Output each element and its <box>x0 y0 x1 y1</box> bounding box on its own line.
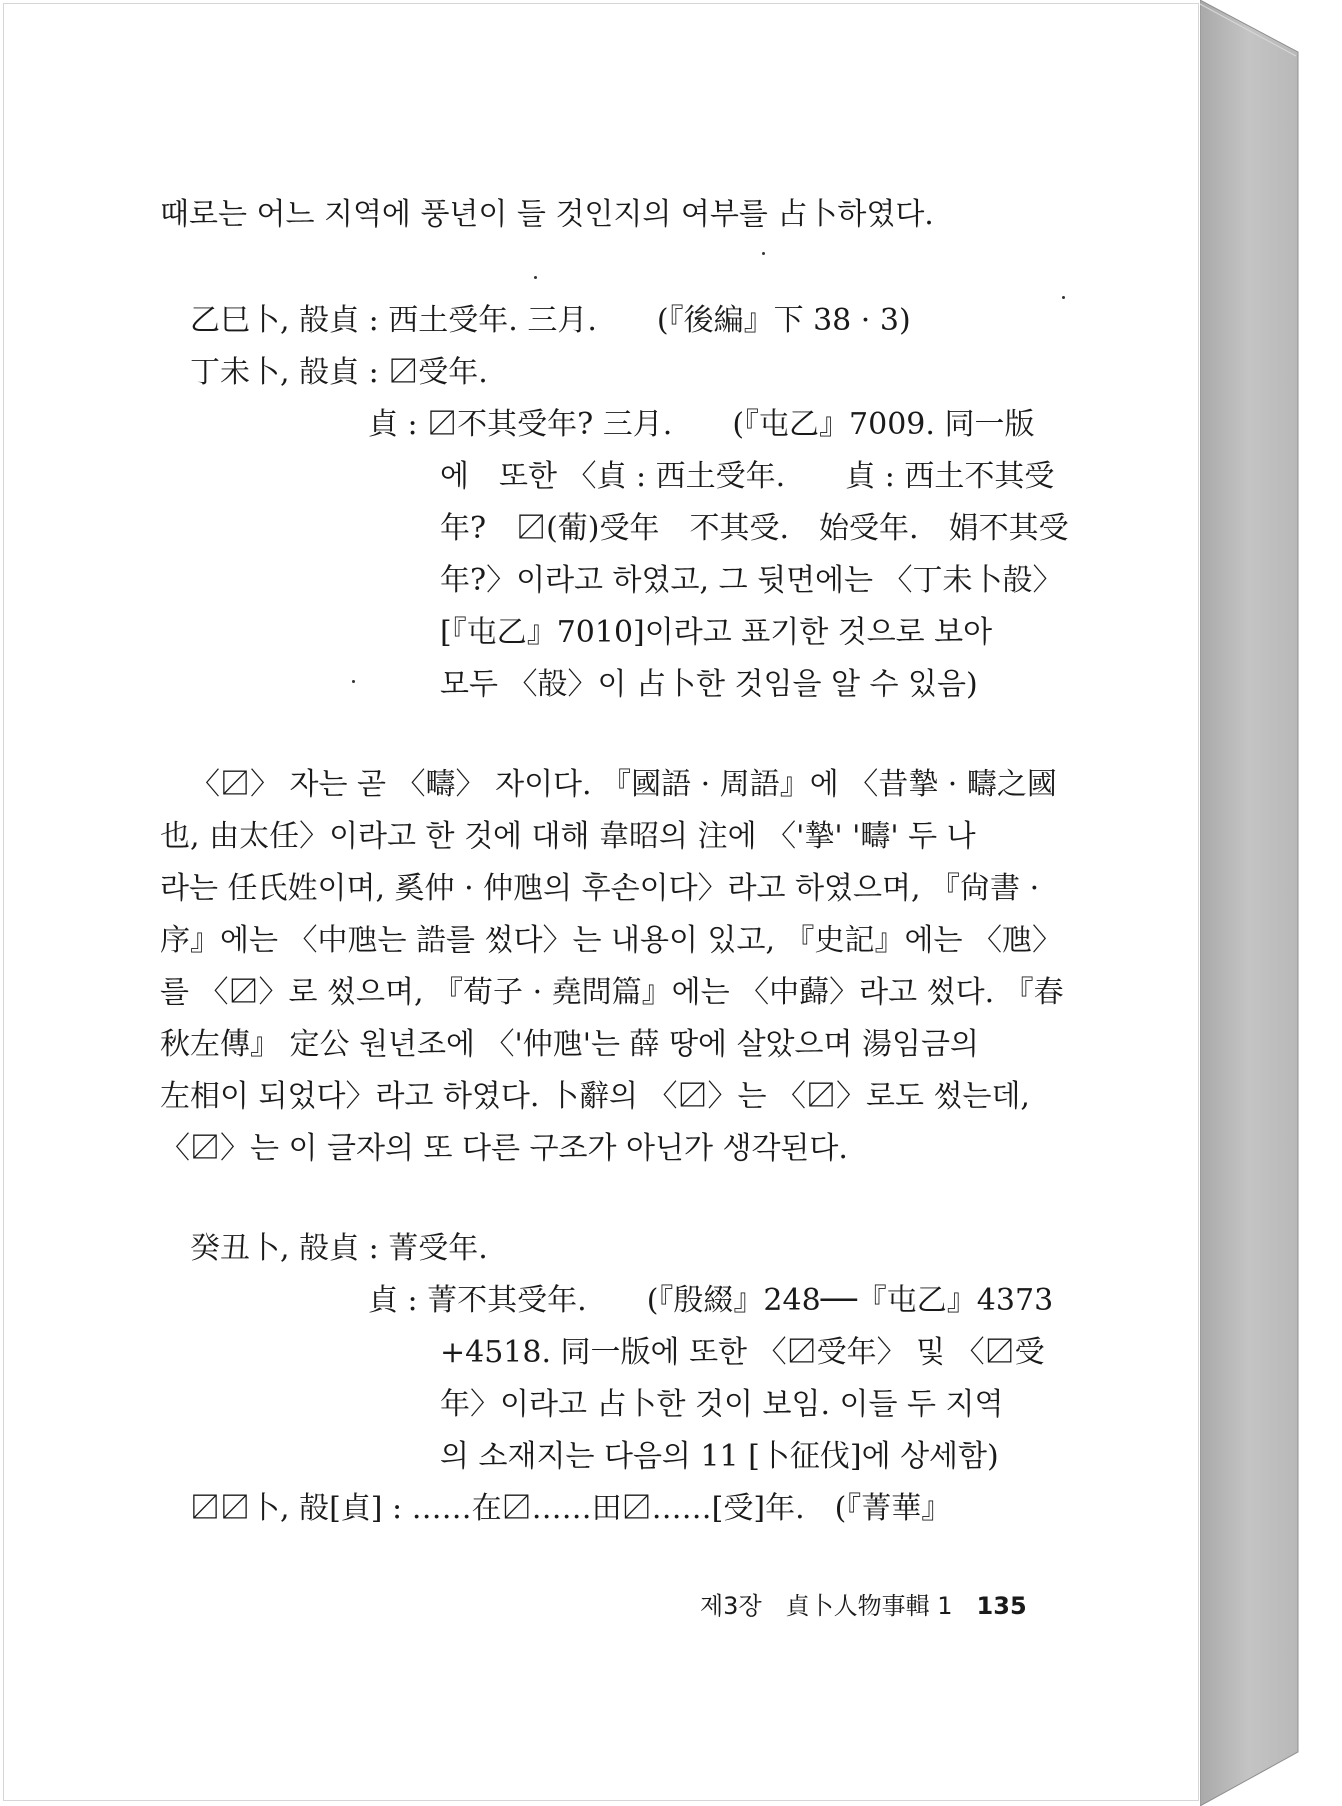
scan-speck <box>352 680 355 683</box>
note-line-2: 年? 〼(葡)受年 不其受. 始受年. 娟不其受 <box>440 511 1069 546</box>
paragraph-line-5: 를 〈〼〉로 썼으며, 『荀子 · 堯問篇』에는 〈中蘬〉라고 썼다. 『春 <box>160 975 1064 1010</box>
book-edge-icon <box>1200 0 1342 1806</box>
scan-speck <box>534 276 537 279</box>
note-line-1: 에 또한 〈貞 : 西土受年. 貞 : 西土不其受 <box>440 459 1055 494</box>
inscription-line-4: 癸丑卜, 㱿貞 : 菁受年. <box>190 1231 488 1266</box>
paragraph-line-4: 序』에는 〈中虺는 誥를 썼다〉는 내용이 있고, 『史記』에는 〈虺〉 <box>160 923 1063 958</box>
paragraph-line-8: 〈〼〉는 이 글자의 또 다른 구조가 아닌가 생각된다. <box>160 1131 848 1166</box>
scan-speck <box>1062 296 1065 299</box>
note-line-8: 의 소재지는 다음의 11 [卜征伐]에 상세함) <box>440 1439 999 1474</box>
page-number: 135 <box>976 1592 1027 1620</box>
footer-chapter: 제3장 貞卜人物事輯 1 <box>700 1592 953 1620</box>
note-line-6: +4518. 同一版에 또한 〈〼受年〉 및 〈〼受 <box>440 1335 1045 1370</box>
inscription-line-3: 貞 : 〼不其受年? 三月. (『屯乙』7009. 同一版 <box>368 407 1035 442</box>
paragraph-line-6: 秋左傳』 定公 원년조에 〈'仲虺'는 薛 땅에 살았으며 湯임금의 <box>160 1027 979 1062</box>
paragraph-line-7: 左相이 되었다〉라고 하였다. 卜辭의 〈〼〉는 〈〼〉로도 썼는데, <box>160 1079 1030 1114</box>
running-footer <box>700 1586 1027 1621</box>
paragraph-line-3: 라는 任氏姓이며, 奚仲 · 仲虺의 후손이다〉라고 하였으며, 『尙書 · <box>160 871 1040 906</box>
note-line-3: 年?〉이라고 하였고, 그 뒷면에는 〈丁未卜㱿〉 <box>440 563 1063 598</box>
note-line-5: 모두 〈㱿〉이 占卜한 것임을 알 수 있음) <box>440 667 978 702</box>
scan-speck <box>762 252 765 255</box>
paragraph-line-1: 〈〼〉 자는 곧 〈疇〉 자이다. 『國語 · 周語』에 〈昔摯 · 疇之國 <box>190 767 1057 802</box>
inscription-line-1: 乙巳卜, 㱿貞 : 西土受年. 三月. (『後編』下 38 · 3) <box>190 303 911 338</box>
paragraph-line-2: 也, 由太任〉이라고 한 것에 대해 韋昭의 注에 〈'摯' '疇' 두 나 <box>160 819 976 854</box>
inscription-line-2: 丁未卜, 㱿貞 : 〼受年. <box>190 355 488 390</box>
note-line-4: [『屯乙』7010]이라고 표기한 것으로 보아 <box>440 615 993 650</box>
text-line-1: 때로는 어느 지역에 풍년이 들 것인지의 여부를 占卜하였다. <box>160 197 934 232</box>
note-line-7: 年〉이라고 占卜한 것이 보임. 이들 두 지역 <box>440 1387 1004 1422</box>
inscription-line-6: 〼〼卜, 㱿[貞] : ……在〼……田〼……[受]年. (『菁華』 <box>190 1491 952 1526</box>
inscription-line-5: 貞 : 菁不其受年. (『殷綴』248──『屯乙』4373 <box>368 1283 1054 1318</box>
